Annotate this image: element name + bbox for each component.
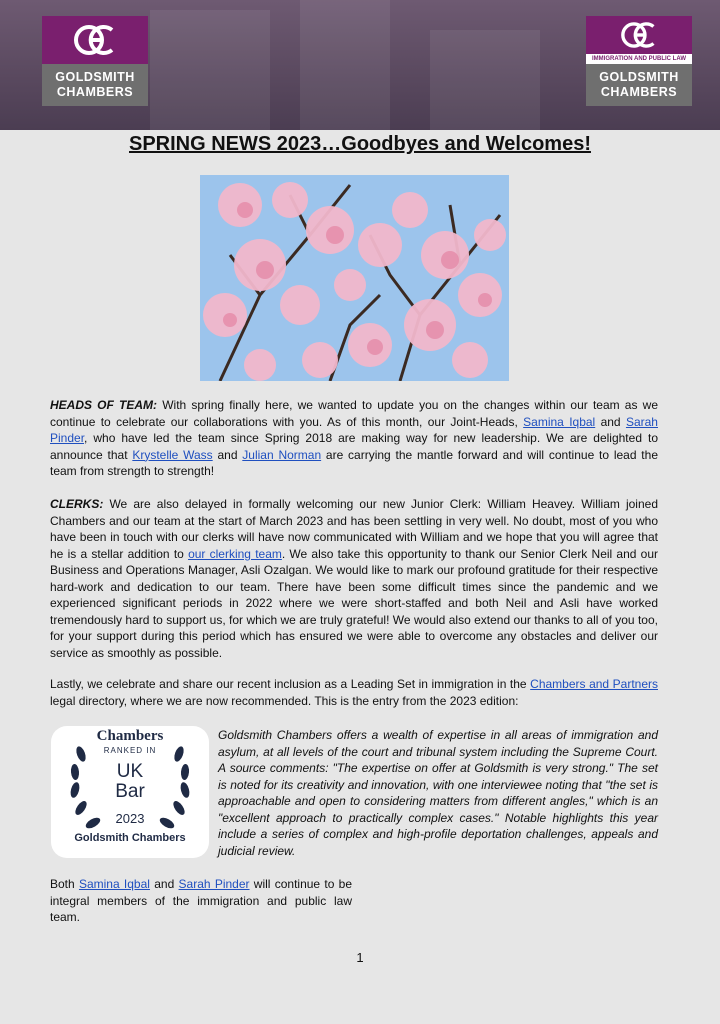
banner-background-shape xyxy=(150,10,270,130)
left-logo-text xyxy=(42,64,148,106)
gc-monogram-icon xyxy=(619,18,659,52)
right-logo-line1: GOLDSMITH xyxy=(599,70,679,84)
left-logo-monogram-box xyxy=(42,16,148,64)
badge-brand: Chambers xyxy=(96,728,164,744)
header-banner xyxy=(0,0,720,130)
left-logo[interactable] xyxy=(42,16,148,106)
heads-of-team-label: HEADS OF TEAM: xyxy=(50,398,158,412)
text-span: legal directory, where we are now recommended. This is the entry from the 2023 edition: xyxy=(50,693,519,708)
text-span: and xyxy=(149,877,179,891)
chambers-quote: Goldsmith Chambers offers a wealth of expertise in all areas of immigration and asylum, at all levels of the court and tribunal system including the Supreme Court. A source comments: "The expertise on offer at Goldsmith is very strong." The set is noted for its creativity and innovation, with one interviewee noting that "the set is approachable and open to considering matters from different angles," which is an "excellent approach to practically complex cases." Notable highlights this year include a series of complex and high-profile deportation challenges, appeals and judicial review. xyxy=(218,728,658,858)
text-span: and xyxy=(212,447,243,462)
right-logo[interactable] xyxy=(586,16,692,106)
left-logo-line2: CHAMBERS xyxy=(56,85,134,99)
cherry-blossom-image xyxy=(200,175,509,381)
right-logo-line2: CHAMBERS xyxy=(600,85,678,99)
text-span: and xyxy=(595,414,626,429)
clerks-paragraph xyxy=(50,496,658,661)
samina-iqbal-link[interactable]: Samina Iqbal xyxy=(523,414,596,429)
clerking-team-link[interactable]: our clerking team xyxy=(188,546,282,561)
text-span: , who have led the team since Spring 2018 are making way for new leadership. We are delighted to announce that xyxy=(50,431,658,462)
chambers-and-partners-link[interactable]: Chambers and Partners xyxy=(530,677,658,691)
text-span: Lastly, we celebrate and share our recent inclusion as a Leading Set in immigration in the xyxy=(50,677,531,691)
krystelle-wass-link[interactable]: Krystelle Wass xyxy=(132,447,213,462)
right-logo-monogram-box xyxy=(586,16,692,54)
badge-bar: Bar xyxy=(115,781,145,802)
banner-background-shape xyxy=(300,0,390,130)
chambers-ranking-badge xyxy=(51,726,209,858)
clerks-label: CLERKS: xyxy=(50,497,104,511)
heads-of-team-paragraph xyxy=(50,397,658,480)
right-logo-strip: IMMIGRATION AND PUBLIC LAW xyxy=(586,54,692,64)
sarah-pinder-link[interactable]: Sarah Pinder xyxy=(178,877,250,891)
text-span: will continue to be integral members of the immigration and public law team. xyxy=(50,877,352,924)
badge-firm: Goldsmith Chambers xyxy=(74,832,186,844)
text-span: . We also take this opportunity to thank our Senior Clerk Neil and our Business and Operations Manager, Asli Ozalgan. We would like to mark our profound gratitude for their respective hard-work and dedication to our team. There have been some difficult times since the pandemic and we experienced significant periods in 2022 where we were short-staffed and both Neil and Asli have worked tremendously hard to support us, for which we are truly grateful! We would also extend our thanks to all of you too, for your support during this period which has ensured we were able to overcome any obstacles and deliver our service as smoothly as possible. xyxy=(50,546,659,660)
page-title: SPRING NEWS 2023…Goodbyes and Welcomes! xyxy=(129,133,591,155)
both-paragraph xyxy=(50,876,352,926)
banner-background-shape xyxy=(430,30,540,130)
text-span: We are also delayed in formally welcoming our new Junior Clerk: William Heavey. William joined Chambers and our team at the start of March 2023 and has been settling in very well. No doubt, most of you who have been in touch with our clerks will have now communicated with William and we hope that you will agree that he is a stellar addition to xyxy=(50,497,658,561)
badge-uk: UK xyxy=(116,761,144,782)
text-span: Both xyxy=(50,877,79,891)
badge-year: 2023 xyxy=(115,811,145,826)
badge-ranked-in: RANKED IN xyxy=(103,746,157,755)
left-logo-line1: GOLDSMITH xyxy=(55,70,135,84)
text-span: are carrying the mantle forward and will continue to lead the team from strength to strength! xyxy=(50,447,658,478)
julian-norman-link[interactable]: Julian Norman xyxy=(242,447,322,462)
right-logo-text xyxy=(586,64,692,106)
gc-monogram-icon xyxy=(72,20,118,60)
page-number: 1 xyxy=(356,950,364,965)
samina-iqbal-link[interactable]: Samina Iqbal xyxy=(78,877,150,891)
lastly-paragraph xyxy=(50,676,658,709)
sarah-pinder-link[interactable]: Sarah Pinder xyxy=(50,414,658,445)
text-span: With spring finally here, we wanted to update you on the changes within our team as we continue to celebrate our collaborations with you. As of this month, our Joint-Heads, xyxy=(50,398,658,429)
cherry-blossom-photo xyxy=(200,175,509,381)
